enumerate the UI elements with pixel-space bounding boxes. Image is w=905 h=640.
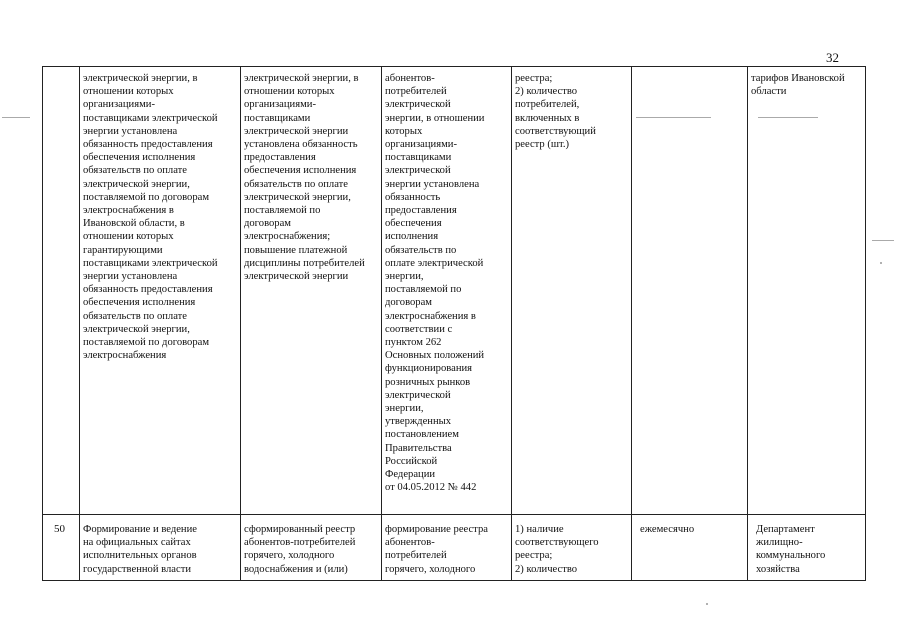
table-cell-description: электрической энергии, в отношении которых организациями- поставщиками электрической энергии установлена обязанность предоставления обеспечения исполнения обязательств по оплате электрической энергии, поставляемой по договорам электроснабжения в Ивановской области, в отношении которых гарантирующими поставщиками электрической энергии установлена обязанность предоставления обеспечения исполнения обязательств по оплате электрической энергии, поставляемой по договорам электроснабжения [83,73,218,362]
table-cell-period: ежемесячно [640,524,695,535]
col-border [42,66,43,581]
table-cell-indicator: абонентов- потребителей электрической энергии, в отношении которых организациями- поставщиками электрической энергии установлена обязанность предоставления обеспечения исполнения обязательств по оплате электрической энергии, поставляемой по договорам электроснабжения в соответствии с пунктом 262 Основных положений функционирования розничных рынков электрической энергии, утвержденных постановлением Правительства Российской Федерации от 04.05.2012 № 442 [385,73,485,494]
col-border [747,66,748,581]
col-border [79,66,80,581]
table-cell-responsible: Департамент жилищно- коммунального хозяйства [756,524,826,575]
scan-artifact [706,603,708,605]
col-border [631,66,632,581]
table-cell-number: 50 [54,523,65,535]
scan-artifact [880,262,882,264]
measures-table [42,66,866,581]
table-cell-result: электрической энергии, в отношении которых организациями- поставщиками электрической энергии установлена обязанность предоставления обеспечения исполнения обязательств по оплате электрической энергии, поставляемой по договорам электроснабжения; повышение платежной дисциплины потребителей электрической энергии [244,73,365,283]
page-number: 32 [826,50,839,65]
col-border [240,66,241,581]
col-border [865,66,866,581]
scan-artifact [872,240,894,241]
col-border [511,66,512,581]
scan-artifact [2,117,30,118]
col-border [381,66,382,581]
row-divider [42,514,866,515]
table-bottom-border [42,580,866,581]
table-cell-description: Формирование и ведение на официальных сайтах исполнительных органов государственной власти [83,524,197,575]
table-cell-criteria: 1) наличие соответствующего реестра; 2) количество [515,524,599,575]
table-cell-responsible: тарифов Ивановской области [751,73,845,98]
table-cell-criteria: реестра; 2) количество потребителей, включенных в соответствующий реестр (шт.) [515,73,596,151]
table-cell-result: сформированный реестр абонентов-потребителей горячего, холодного водоснабжения и (или) [244,524,356,575]
table-top-border [42,66,866,67]
table-cell-indicator: формирование реестра абонентов- потребителей горячего, холодного [385,524,488,575]
